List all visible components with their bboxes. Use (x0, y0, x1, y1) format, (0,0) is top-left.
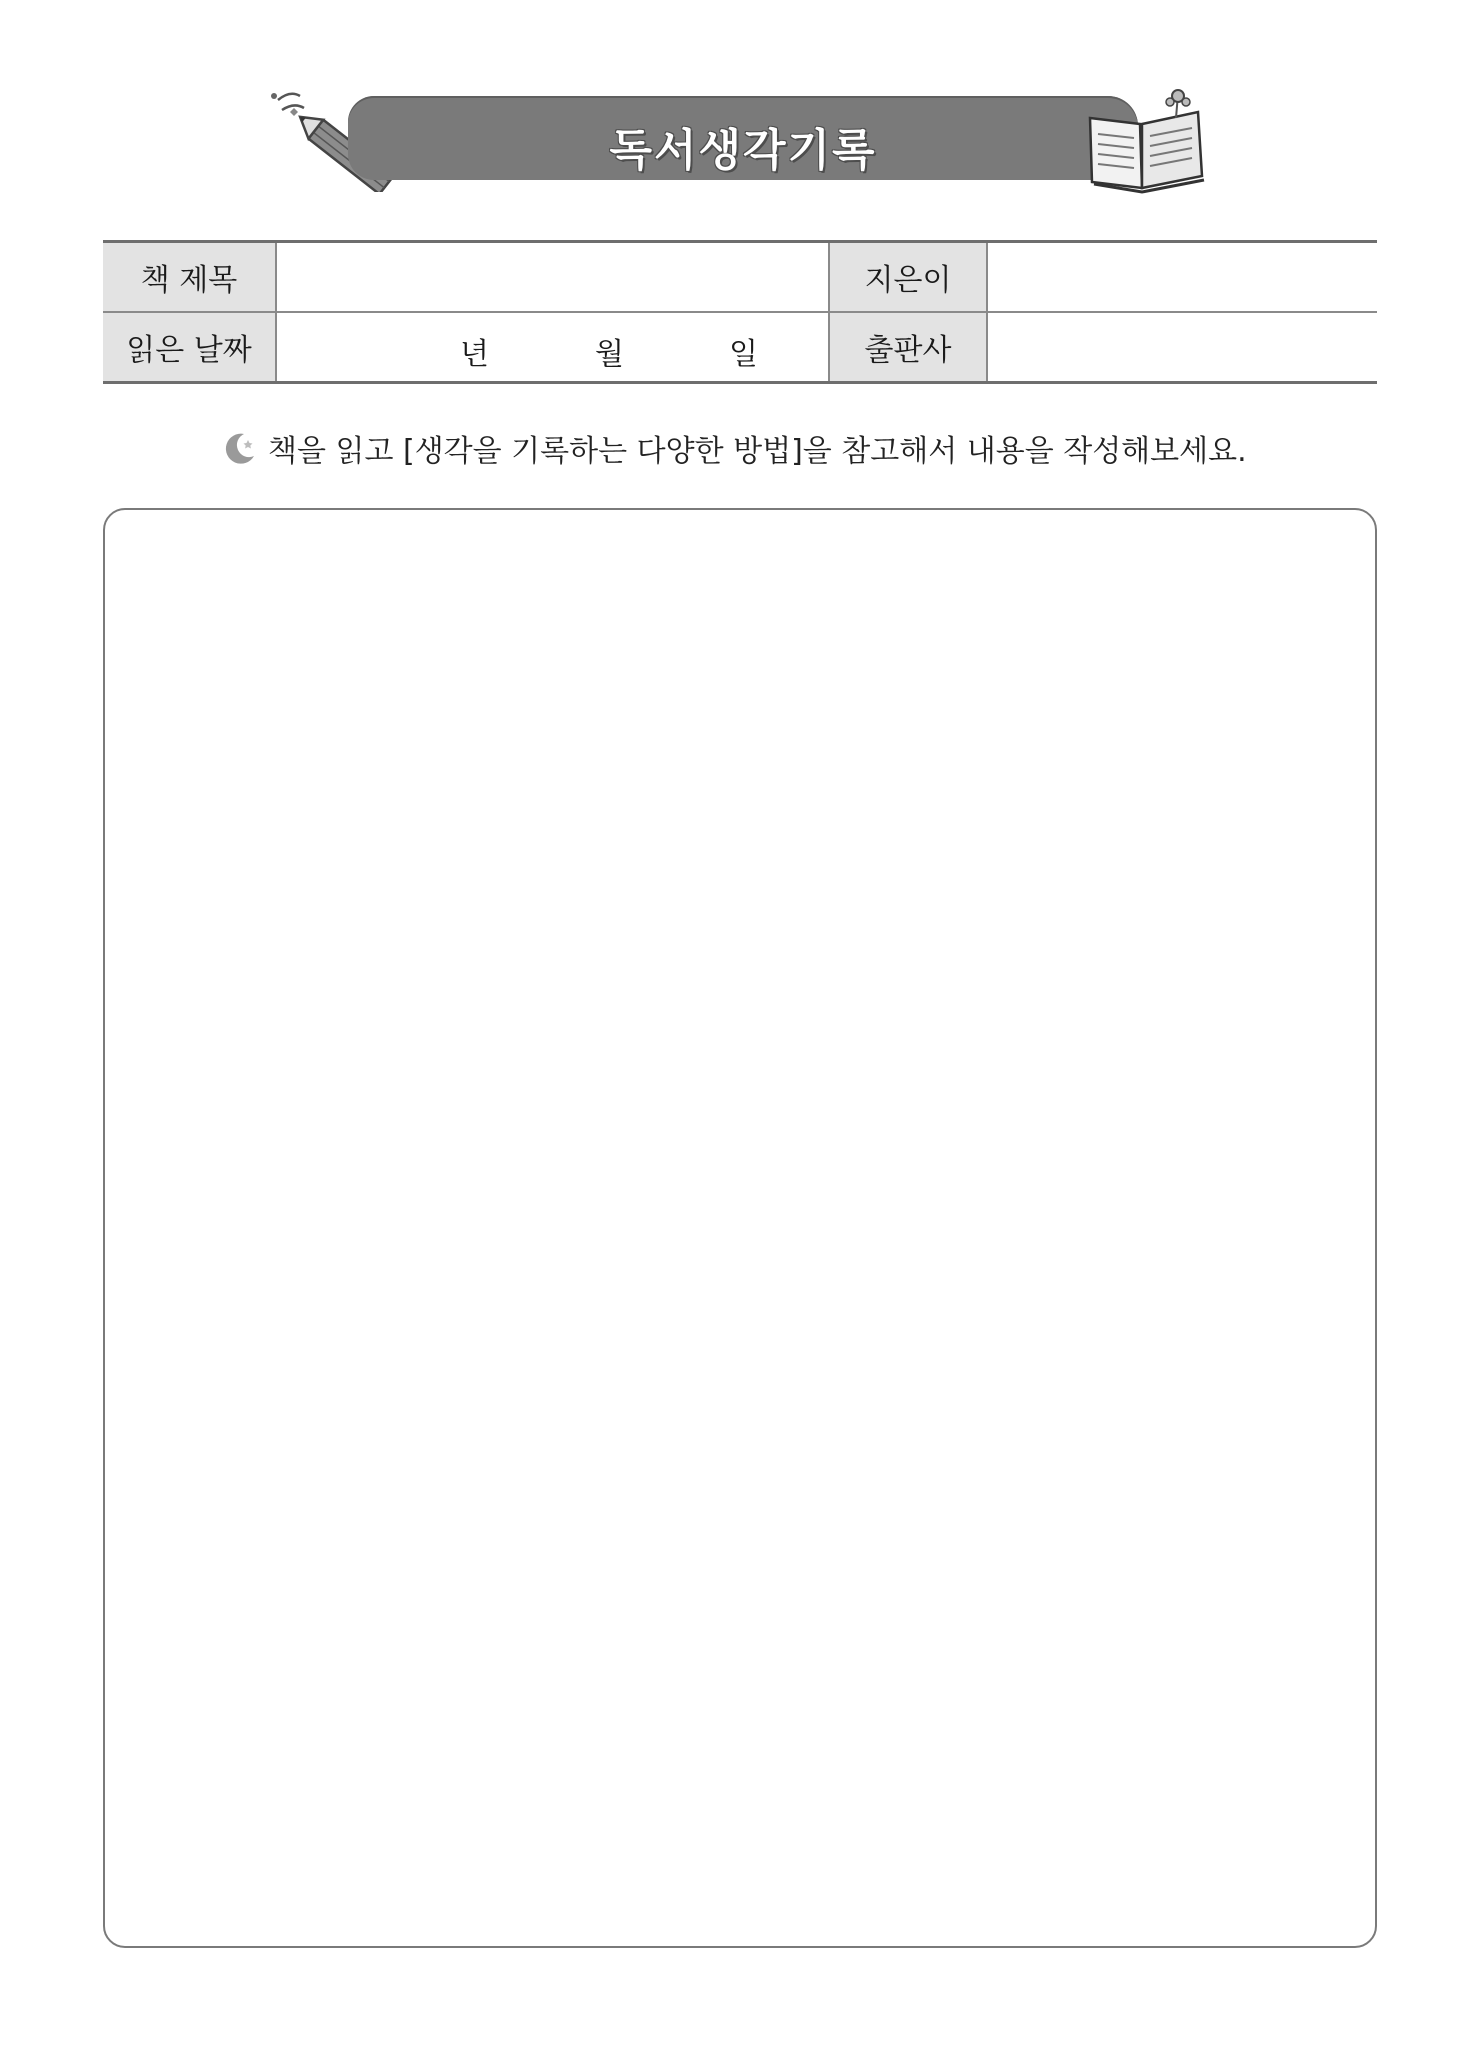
year-unit: 년 (460, 337, 489, 372)
day-unit: 일 (729, 337, 758, 372)
read-date-field[interactable] (276, 312, 829, 383)
open-book-icon (1080, 88, 1220, 198)
book-title-label: 책 제목 (103, 242, 276, 313)
title-banner (348, 96, 1138, 180)
page-title: 독서생각기록 (609, 125, 877, 176)
author-field[interactable] (987, 242, 1377, 313)
table-row (103, 312, 1377, 383)
read-date-label: 읽은 날짜 (103, 312, 276, 383)
publisher-field[interactable] (987, 312, 1377, 383)
table-row (103, 242, 1377, 313)
instruction-text: 책을 읽고 [생각을 기록하는 다양한 방법]을 참고해서 내용을 작성해보세요. (268, 434, 1247, 469)
month-unit: 월 (595, 337, 624, 372)
moon-star-icon (222, 430, 258, 466)
instruction-line (222, 426, 1247, 470)
publisher-label: 출판사 (829, 312, 987, 383)
writing-area[interactable] (103, 508, 1377, 1948)
author-label: 지은이 (829, 242, 987, 313)
book-info-table (103, 240, 1377, 384)
page-header (260, 82, 1220, 202)
book-title-field[interactable] (276, 242, 829, 313)
